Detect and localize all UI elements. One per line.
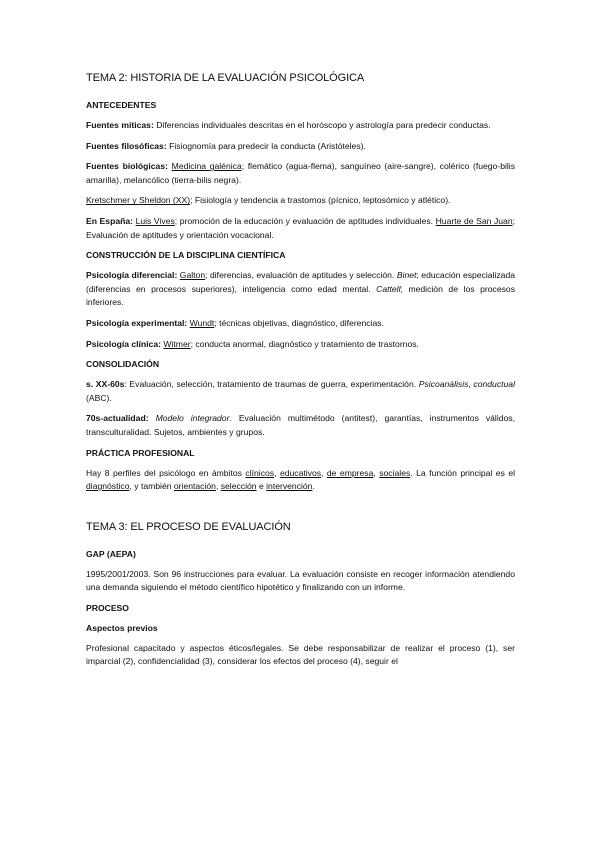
practica-sep-1: , (274, 467, 280, 478)
psicologia-clinica-paragraph (86, 338, 515, 352)
cattell-term: Cattell (376, 283, 401, 294)
huarte-term: Huarte de San Juan (435, 215, 513, 226)
document-page (86, 66, 515, 676)
fuentes-miticas-text: Diferencias individuales descritas en el horóscopo y astrología para predecir conductas. (153, 120, 491, 130)
conductual-term: conductual (473, 379, 515, 390)
intervencion-term: intervención (266, 481, 313, 492)
abc-text: (ABC). (86, 392, 112, 403)
actualidad-label: 70s-actualidad: (86, 413, 149, 424)
siglo-xx-label: s. XX-60s (86, 379, 125, 390)
practica-paragraph (86, 467, 515, 494)
witmer-text: ; conducta anormal, diagnóstico y tratamiento de trastornos. (190, 338, 419, 349)
medicina-galenica-term: Medicina galénica (171, 161, 242, 172)
siglo-xx-text: : Evaluación, selección, tratamiento de traumas de guerra, experimentación. (124, 379, 417, 390)
luis-vives-text: ; promoción de la educación y evaluación de aptitudes individuales. (174, 215, 434, 226)
fuentes-filosoficas-paragraph (86, 140, 515, 154)
aspectos-previos-paragraph: Profesional capacitado y aspectos éticos/legales. Se debe responsabilizar de realizar el proceso (1), ser imparcial (2), confidencialidad (3), considerar los efectos del proceso (4), seguir el (86, 642, 515, 667)
cattell-text: ; medición de los procesos inferiores. (86, 283, 515, 308)
tema2-title: TEMA 2: HISTORIA DE LA EVALUACIÓN PSICOLÓGICA (86, 72, 365, 84)
witmer-term: Witmer (163, 338, 191, 349)
fuentes-filosoficas-text: Fisiognomía para predecir la conducta (Aristóteles). (166, 140, 366, 151)
educativos-term: educativos (279, 467, 322, 478)
fuentes-filosoficas-label: Fuentes filosóficas: (86, 140, 167, 151)
practica-sep-2: , (321, 467, 327, 478)
psicologia-experimental-paragraph (86, 317, 515, 331)
practica-sep-3: , (373, 467, 380, 478)
aspectos-previos-heading: Aspectos previos (86, 622, 158, 633)
antecedentes-heading: ANTECEDENTES (86, 100, 157, 110)
luis-vives-term: Luis Vives (135, 215, 175, 226)
tema3-title: TEMA 3: EL PROCESO DE EVALUACIÓN (86, 520, 291, 533)
kretschmer-text: ; Fisiología y tendencia a trastornos (pícnico, leptosómico y atlético). (190, 195, 451, 206)
galton-term: Galton (179, 270, 206, 281)
proceso-heading: PROCESO (86, 602, 129, 613)
psicologia-diferencial-paragraph (86, 269, 515, 310)
wundt-text: ; técnicas objetivas, diagnóstico, diferencias. (214, 317, 384, 328)
consolidacion-heading: CONSOLIDACIÓN (86, 359, 160, 370)
siglo-xx-separator: , (468, 379, 474, 390)
practica-text-3: , y también (129, 481, 174, 492)
espana-paragraph (86, 215, 515, 242)
gap-heading: GAP (AEPA) (86, 548, 136, 559)
psicologia-clinica-label: Psicología clínica: (86, 338, 161, 349)
kretschmer-term: Kretschmer y Sheldon (XX) (86, 195, 191, 206)
gap-paragraph: 1995/2001/2003. Son 96 instrucciones para evaluar. La evaluación consiste en recoger información atendiendo una demanda siguiendo el método científico hipotético y finalizando con un informe. (86, 568, 515, 593)
fuentes-biologicas-text: ; flemático (agua-flema), sanguíneo (aire-sangre), colérico (fuego-bilis amarilla), melancólico (tierra-bilis negra). (86, 161, 515, 185)
practica-sep-4: , (215, 481, 221, 492)
actualidad-paragraph (86, 412, 515, 439)
siglo-xx-paragraph (86, 378, 515, 405)
modelo-integrador-term: Modelo integrador (155, 413, 230, 424)
psicoanalisis-term: Psicoanálisis (418, 379, 469, 390)
sociales-term: sociales (379, 467, 411, 478)
espana-label: En España: (86, 215, 133, 226)
fuentes-miticas-paragraph (86, 119, 515, 133)
kretschmer-paragraph (86, 194, 515, 208)
clinicos-term: clínicos (245, 467, 275, 478)
orientacion-term: orientación (173, 481, 216, 492)
practica-text-1: Hay 8 perfiles del psicólogo en ámbitos (86, 467, 246, 478)
psicologia-diferencial-label: Psicología diferencial: (86, 270, 178, 281)
fuentes-biologicas-label: Fuentes biológicas: (86, 161, 168, 172)
fuentes-biologicas-paragraph (86, 160, 515, 187)
huarte-text: ; Evaluación de aptitudes y orientación vocacional. (86, 215, 515, 240)
diagnostico-term: diagnóstico (86, 481, 130, 492)
binet-term: Binet (396, 270, 417, 281)
practica-text-4: e (256, 481, 267, 492)
empresa-term: de empresa (326, 467, 374, 478)
wundt-term: Wundt (189, 317, 215, 328)
practica-text-2: . La función principal es el (410, 467, 516, 478)
construccion-heading: CONSTRUCCIÓN DE LA DISCIPLINA CIENTÍFICA (86, 250, 286, 261)
binet-text: ; educación especializada (diferencias en procesos superiores), inteligencia como edad mental. (86, 270, 516, 294)
practica-text-5: . (312, 481, 315, 492)
galton-text: ; diferencias, evaluación de aptitudes y selección. (205, 270, 395, 281)
fuentes-miticas-label: Fuentes míticas: (86, 120, 154, 130)
psicologia-experimental-label: Psicología experimental: (86, 317, 188, 328)
seleccion-term: selección (220, 481, 257, 492)
practica-heading: PRÁCTICA PROFESIONAL (86, 447, 195, 458)
actualidad-text: . Evaluación multimétodo (antitest), garantías, instrumentos válidos, transculturalidad. Sujetos, ambientes y grupos. (86, 413, 515, 437)
